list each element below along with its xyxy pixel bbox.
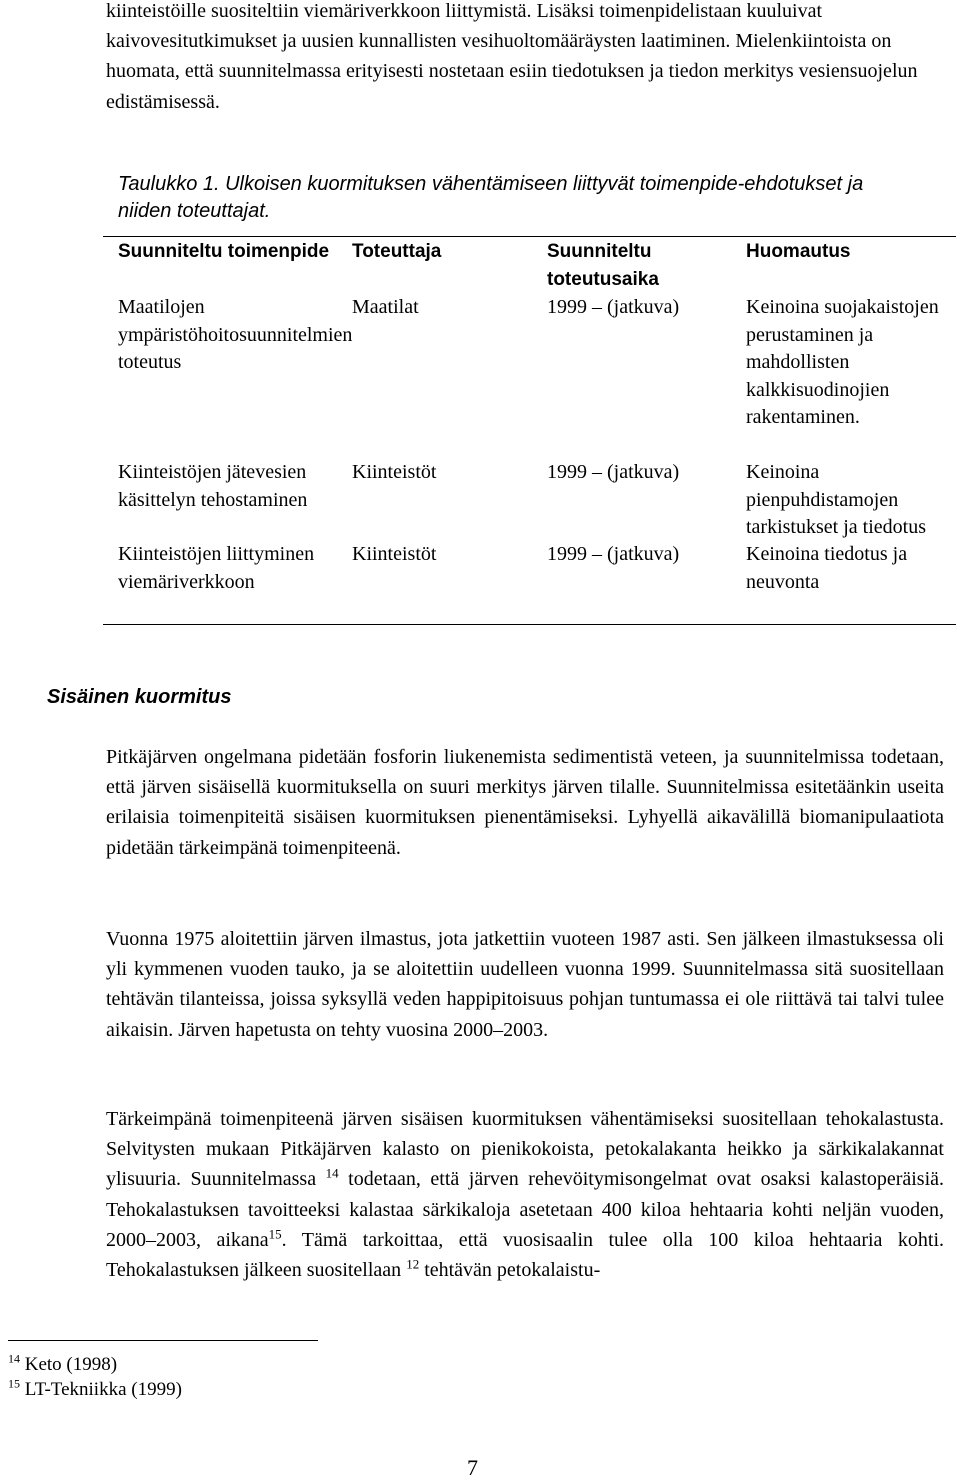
footnote-ref: 12	[406, 1256, 420, 1272]
paragraph-text: . Tämä tarkoittaa, että vuosisaalin tulee olla 100 kiloa hehtaaria kohti. Tehokalastuksen jälkeen suositellaan	[106, 1228, 944, 1282]
table-cell: Maatilat	[352, 296, 419, 318]
table-cell: 1999 – (jatkuva)	[547, 296, 680, 318]
footnote	[8, 1378, 182, 1402]
table-cell: Keinoina pienpuhdistamojen tarkistukset ja tiedotus	[746, 461, 926, 538]
table-cell: Keinoina suojakaistojen perustaminen ja mahdollisten kalkkisuodinojien rakentaminen.	[746, 296, 939, 428]
paragraph-text: Tärkeimpänä toimenpiteenä järven sisäisen kuormituksen vähentämiseksi suositellaan tehokalastusta. Selvitysten mukaan Pitkäjärven kalasto on pienikokoista, petokalakanta heikko ja särkikalakannat ylisuuria. Suunnitelmassa	[106, 1108, 944, 1191]
footnote-ref: 15	[268, 1226, 282, 1242]
body-paragraph-1: Pitkäjärven ongelmana pidetään fosforin liukenemista sedimentistä veteen, ja suunnitelmissa todetaan, että järven sisäisellä kuormituksella on suuri merkitys järven tilalle. Suunnitelmissa esitetäänkin useita erilaisia toimenpiteitä sisäisen kuormituksen pienentämiseksi. Lyhyellä aikavälillä biomanipulaatiota pidetään tärkeimpänä toimenpiteenä.	[106, 746, 944, 859]
page-number: 7	[467, 1455, 478, 1480]
footnote	[8, 1353, 117, 1377]
table-cell: Keinoina tiedotus ja neuvonta	[746, 543, 908, 593]
table-top-rule	[103, 236, 956, 237]
intro-paragraph: kiinteistöille suositeltiin viemäriverkkoon liittymistä. Lisäksi toimenpidelistaan kuuluivat kaivovesitutkimukset ja uusien kunnallisten vesihuoltomääräysten laatiminen. Mielenkiintoista on huomata, että suunnitelmassa erityisesti nostetaan esiin tiedotuksen ja tiedon merkitys vesiensuojelun edistämisessä.	[106, 0, 918, 113]
table-cell: 1999 – (jatkuva)	[547, 543, 680, 565]
footnote-number: 15	[8, 1376, 20, 1391]
section-heading: Sisäinen kuormitus	[47, 686, 232, 708]
footnote-number: 14	[8, 1351, 20, 1366]
paragraph-text: todetaan, että järven rehevöitymisongelmat ovat osaksi kalastoperäisiä. Tehokalastuksen tavoitteeksi kalastaa särkikaloja asetetaan 400 kiloa hehtaaria kohti neljän vuoden, 2000–2003, aikana	[106, 1168, 945, 1251]
header-huomautus: Huomautus	[746, 241, 851, 262]
paragraph-text: tehtävän petokalaistu-	[419, 1259, 601, 1282]
table-cell: 1999 – (jatkuva)	[547, 461, 680, 483]
table-cell: Kiinteistöjen jätevesien käsittelyn tehostaminen	[118, 461, 308, 511]
table-bottom-rule	[103, 624, 956, 625]
body-paragraph-3	[106, 1104, 944, 1285]
footnote-text: LT-Tekniikka (1999)	[24, 1379, 182, 1400]
table-cell: Maatilojen ympäristöhoitosuunnitelmien toteutus	[118, 296, 353, 373]
body-paragraph-2: Vuonna 1975 aloitettiin järven ilmastus, jota jatkettiin vuoteen 1987 asti. Sen jälkeen ilmastuksessa oli yli kymmenen vuoden tauko, ja se aloitettiin uudelleen vuonna 1999. Suunnitelmassa sitä suositellaan tehtävän tilanteissa, joissa syksyllä veden happipitoisuus pohjan tuntumassa ei ole riittävä tai talvi tulee aikaisin. Järven hapetusta on tehty vuosina 2000–2003.	[106, 928, 944, 1041]
table-cell: Kiinteistöjen liittyminen viemäriverkkoon	[118, 543, 315, 593]
footnote-rule	[8, 1340, 318, 1341]
header-toteuttaja: Toteuttaja	[352, 241, 442, 262]
footnote-text: Keto (1998)	[24, 1354, 118, 1375]
table-cell: Kiinteistöt	[352, 461, 437, 483]
footnote-ref: 14	[325, 1165, 339, 1181]
header-toimenpide: Suunniteltu toimenpide	[118, 241, 330, 262]
table-caption: Taulukko 1. Ulkoisen kuormituksen vähentämiseen liittyvät toimenpide-ehdotukset ja niiden toteuttajat.	[118, 173, 864, 222]
header-toteutusaika: Suunniteltu toteutusaika	[547, 241, 659, 290]
table-cell: Kiinteistöt	[352, 543, 437, 565]
